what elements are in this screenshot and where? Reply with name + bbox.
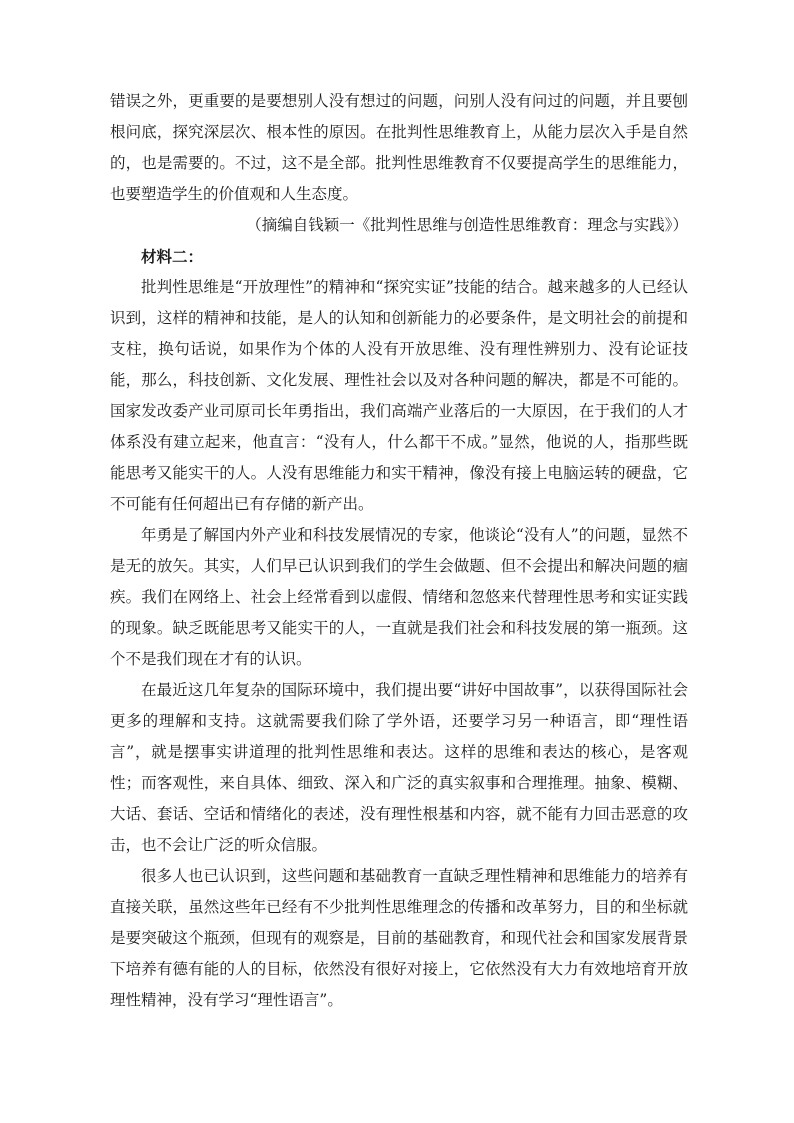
source-citation: （摘编自钱颖一《批判性思维与创造性思维教育：理念与实践》） bbox=[246, 216, 688, 234]
paragraph-4: 很多人也已认识到，这些问题和基础教育一直缺乏理性精神和思维能力的培养有直接关联，虽然这些年已经有不少批判性思维理念的传播和改革努力，目的和坐标就是要突破这个瓶颈，但现有的观察是，目前的基础教育，和现代社会和国家发展背景下培养有德有能的人的目标，依然没有很好对接上，它依然没有大力有效地培育开放理性精神，没有学习“理性语言”。 bbox=[110, 867, 688, 1009]
document-body bbox=[110, 86, 688, 1016]
paragraph-intro-continuation: 错误之外，更重要的是要想别人没有想过的问题，问别人没有问过的问题，并且要刨根问底，探究深层次、根本性的原因。在批判性思维教育上，从能力层次入手是自然的，也是需要的。不过，这不是全部。批判性思维教育不仅要提高学生的思维能力，也要塑造学生的价值观和人生态度。 bbox=[110, 92, 688, 203]
paragraph-3: 在最近这几年复杂的国际环境中，我们提出要“讲好中国故事”，以获得国际社会更多的理解和支持。这就需要我们除了学外语，还要学习另一种语言，即“理性语言”，就是摆事实讲道理的批判性思维和表达。这样的思维和表达的核心，是客观性；而客观性，来自具体、细致、深入和广泛的真实叙事和合理推理。抽象、模糊、大话、套话、空话和情绪化的表述，没有理性根基和内容，就不能有力回击恶意的攻击，也不会让广泛的听众信服。 bbox=[110, 681, 688, 854]
paragraph-1: 批判性思维是“开放理性”的精神和“探究实证”技能的结合。越来越多的人已经认识到，这样的精神和技能，是人的认知和创新能力的必要条件，是文明社会的前提和支柱，换句话说，如果作为个体的人没有开放思维、没有理性辨别力、没有论证技能，那么，科技创新、文化发展、理性社会以及对各种问题的解决，都是不可能的。国家发改委产业司原司长年勇指出，我们高端产业落后的一大原因，在于我们的人才体系没有建立起来，他直言：“没有人，什么都干不成。”显然，他说的人，指那些既能思考又能实干的人。人没有思维能力和实干精神，像没有接上电脑运转的硬盘，它不可能有任何超出已有存储的新产出。 bbox=[110, 278, 688, 513]
paragraph-2: 年勇是了解国内外产业和科技发展情况的专家，他谈论“没有人”的问题，显然不是无的放矢。其实，人们早已认识到我们的学生会做题、但不会提出和解决问题的痼疾。我们在网络上、社会上经常看到以虚假、情绪和忽悠来代替理性思考和实证实践的现象。缺乏既能思考又能实干的人，一直就是我们社会和科技发展的第一瓶颈。这个不是我们现在才有的认识。 bbox=[110, 526, 688, 668]
section-heading-material-two: 材料二： bbox=[141, 247, 204, 266]
